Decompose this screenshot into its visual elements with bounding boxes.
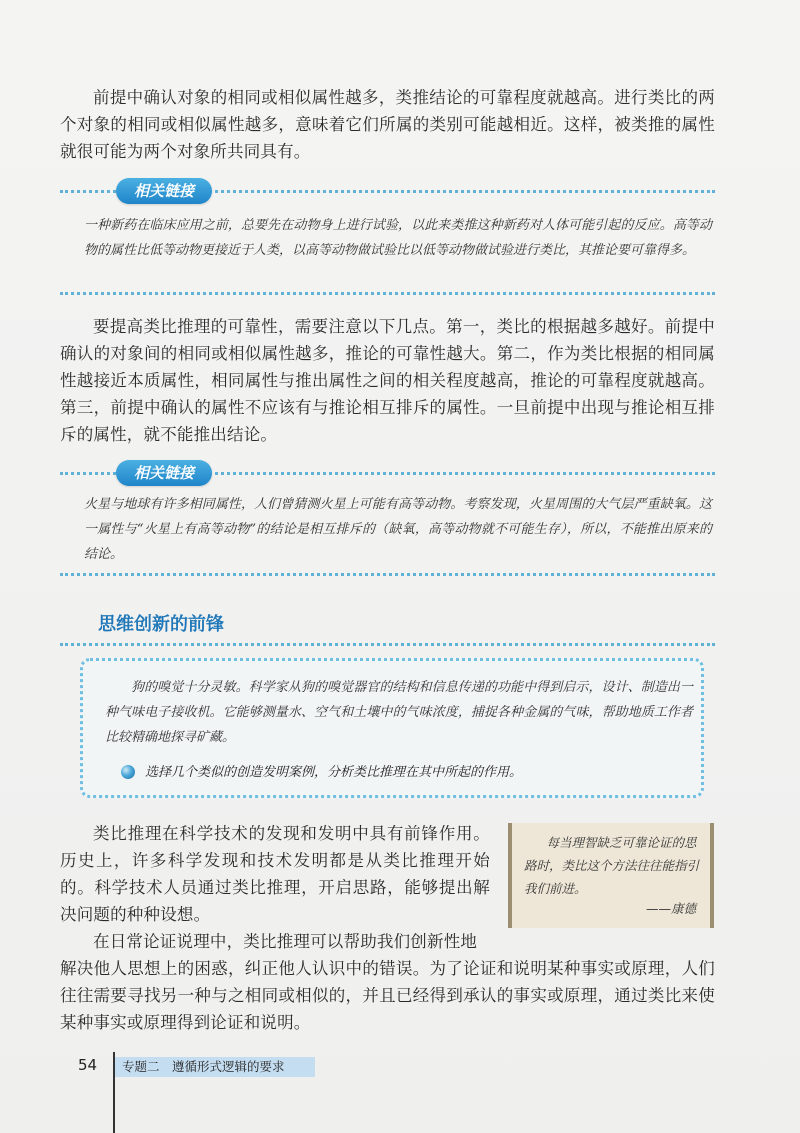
page-number: 54 bbox=[78, 1056, 98, 1074]
activity-task-text: 选择几个类似的创造发明案例，分析类比推理在其中所起的作用。 bbox=[145, 765, 523, 780]
dotted-divider bbox=[60, 573, 715, 576]
related-link-tag: 相关链接 bbox=[116, 460, 212, 486]
footer-rule bbox=[113, 1052, 115, 1133]
quote-box bbox=[508, 823, 714, 928]
related-link-text: 一种新药在临床应用之前，总要先在动物身上进行试验，以此来类推这种新药对人体可能引起的反应。高等动物的属性比低等动物更接近于人类，以高等动物做试验比以低等动物做试验进行类比，其推论要可靠得多。 bbox=[84, 218, 712, 258]
section-title: 思维创新的前锋 bbox=[98, 614, 224, 635]
chapter-label: 专题二 遵循形式逻辑的要求 bbox=[122, 1059, 285, 1074]
related-link-text: 火星与地球有许多相同属性，人们曾猜测火星上可能有高等动物。考察发现，火星周围的大气层严重缺氧。这一属性与“火星上有高等动物”的结论是相互排斥的（缺氧，高等动物就不可能生存），所以，不能推出原来的结论。 bbox=[84, 497, 712, 562]
dotted-divider bbox=[60, 292, 715, 295]
activity-task bbox=[123, 763, 683, 783]
paragraph-pioneer-role: 类比推理在科学技术的发现和发明中具有前锋作用。历史上，许多科学发现和技术发明都是从类比推理开始的。科学技术人员通过类比推理，开启思路，能够提出解决问题的种种设想。 bbox=[60, 824, 490, 924]
quote-author: ——康德 bbox=[645, 901, 696, 916]
paragraph-daily-argument-start: 在日常论证说理中，类比推理可以帮助我们创新性地 bbox=[93, 932, 478, 951]
dotted-divider bbox=[60, 643, 715, 646]
paragraph-daily-argument: 解决他人思想上的困惑，纠正他人认识中的错误。为了论证和说明某种事实或原理，人们往往需要寻找另一种与之相同或相似的，并且已经得到承认的事实或原理，通过类比来使某种事实或原理得到论证和说明。 bbox=[60, 959, 715, 1032]
quote-text: 每当理智缺乏可靠论证的思路时，类比这个方法往往能指引我们前进。 bbox=[524, 835, 700, 896]
related-link-tag: 相关链接 bbox=[116, 178, 212, 204]
paragraph-reliability-intro: 前提中确认对象的相同或相似属性越多，类推结论的可靠程度就越高。进行类比的两个对象的相同或相似属性越多，意味着它们所属的类别可能越相近。这样，被类推的属性就很可能为两个对象所共同具有。 bbox=[60, 88, 715, 161]
case-study-text: 狗的嗅觉十分灵敏。科学家从狗的嗅觉器官的结构和信息传递的功能中得到启示，设计、制造出一种气味电子接收机。它能够测量水、空气和土壤中的气味浓度，捕捉各种金属的气味，帮助地质工作者比较精确地探寻矿藏。 bbox=[105, 680, 693, 745]
case-study-box bbox=[80, 658, 704, 798]
paragraph-improve-reliability: 要提高类比推理的可靠性，需要注意以下几点。第一，类比的根据越多越好。前提中确认的对象间的相同或相似属性越多，推论的可靠性越大。第二，作为类比根据的相同属性越接近本质属性，相同属性与推出属性之间的相关程度越高，推论的可靠程度就越高。第三，前提中确认的属性不应该有与推论相互排斥的属性。一旦前提中出现与推论相互排斥的属性，就不能推出结论。 bbox=[60, 317, 715, 444]
